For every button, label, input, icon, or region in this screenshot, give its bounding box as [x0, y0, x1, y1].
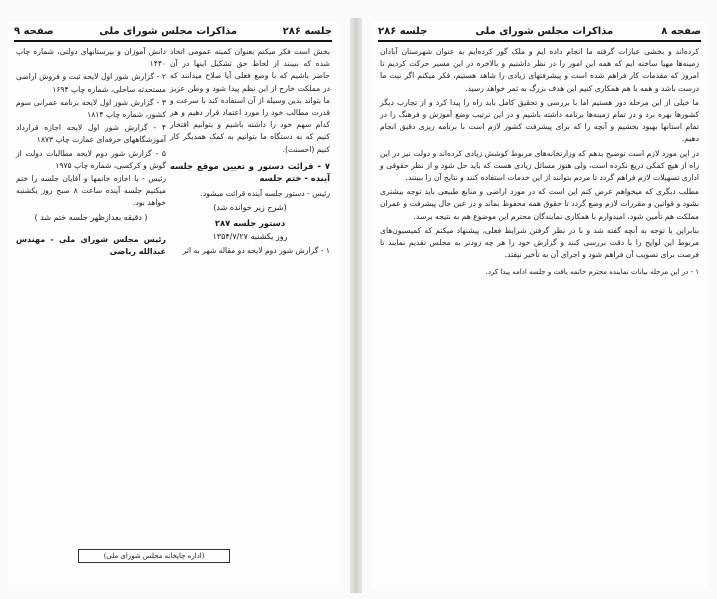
- agenda-list-item: ۳ - گزارش شور اول لایحه برنامه عمرانی سوم کشور، شماره چاپ ۱۸۱۴: [16, 97, 166, 120]
- left-page-left-column: [16, 46, 166, 266]
- closing-note: ( دقیقه بعدازظهر جلسه ختم شد ): [34, 212, 148, 222]
- agenda-list-item: ۲ - گزارش شور اول لایحه ثبت و فروش اراضی مستحدثه ساحلی، شماره چاپ ۱۶۹۴: [16, 72, 166, 94]
- print-office-box: (اداره چاپخانه مجلس شورای ملی): [78, 549, 230, 563]
- right-page-title: مذاکرات مجلس شورای ملی: [475, 25, 614, 37]
- agenda-list-item: دانش آموزان و بیرستانهای دولتی، شماره چاپ ۱۴۴۰: [16, 47, 166, 69]
- agenda-heading: دستور جلسه ۲۸۷: [214, 217, 286, 228]
- right-page-body: [380, 46, 699, 582]
- right-page: [372, 22, 707, 590]
- right-page-session: جلسه ۲۸۶: [378, 25, 428, 37]
- left-paragraph-1: بخش است فکر میکنم بعنوان کمیته عمومی اتخاذ شده که ببینند از لحاظ حق تشکیل اینها در آن حاضر باشیم که با وضع فعلی آیا صلاح میدانند که در مملکت خارج از این نظم پیدا شود و وطن عزیز ما بتواند بدین وسیله از آن استفاده کند با سرعت و قدرت مطالب خود را مورد اعتماد قرار دهیم و هر کدام سهم خود را داشته باشیم و بتوانیم افتخار کنیم که به دستگاه ما بتوانیم به کمک همدیگر کار کنیم (احسنت).: [170, 47, 330, 154]
- right-paragraph: در این مورد لازم است توضیح بدهم که وزارتخانه‌های مربوط کوشش زیادی کرده‌اند و دولت نیز در این راه از هیچ کمکی دریغ نکرده است، ولی هنوز مسائل زیادی هست که باید حل شود و از نظر حقوقی و اداری تسهیلات لازم فراهم گردد تا مردم بتوانند از این خدمات استفاده کنند و نتایج آن را ببینند.: [380, 148, 699, 183]
- left-page-right-column: [170, 46, 330, 259]
- section-heading-agenda: ۷ - قرائت دستور و تعیین موقع جلسه آینده - ختم جلسه: [170, 160, 330, 184]
- left-page-number: صفحه ۹: [14, 25, 54, 37]
- right-paragraph: بنابراین با توجه به آنچه گفته شد و با در نظر گرفتن شرایط فعلی، پیشنهاد میکنم که کمیسیون‌های مربوط این لوایح را با دقت بررسی کنند و گزارش خود را هر چه زودتر به مجلس تقدیم نمایند تا فرصت برای تصویب آن فراهم شود و اجرای آن به تأخیر نیفتد.: [380, 225, 699, 260]
- chair-statement: رئیس - دستور جلسه آینده قرائت میشود.: [200, 189, 330, 199]
- left-page-session: جلسه ۲۸۶: [282, 25, 332, 37]
- right-paragraph: ما خیلی از این مرحله دور هستیم اما با بررسی و تحقیق کامل باید راه را پیدا کرد و از تجارب دیگر کشورها بهره برد و در تمام زمینه‌ها برنامه داشته باشیم و در این ترتیب وضع آموزش و فرهنگ را در تمام استانها بهبود بخشیم و آنچه را که برای پیشرفت کشور لازم است با برنامه ریزی دقیق انجام دهیم.: [380, 97, 699, 144]
- agenda-read-note: (شرح زیر خوانده شد): [213, 203, 287, 213]
- right-paragraph: مطلب دیگری که میخواهم عرض کنم این است که در مورد اراضی و منابع طبیعی باید توجه بیشتری بشود و قوانین و مقررات لازم وضع گردد تا حقوق همه محفوظ بماند و در عین حال پیشرفت و عمران مملکت هم تأمین شود، امیدوارم با همکاری نمایندگان محترم این موضوع هم به نتیجه برسد.: [380, 187, 699, 221]
- left-page: [8, 22, 338, 590]
- left-page-header: [14, 22, 332, 42]
- agenda-item-1: ۱ - گزارش شور دوم لایحه دو مقاله شهر به اثر: [182, 246, 330, 256]
- right-page-footnote: ۱ - در این مرحله بیانات نماینده محترم خاتمه یافت و جلسه ادامه پیدا کرد.: [485, 268, 699, 277]
- right-page-number: صفحه ۸: [661, 25, 701, 37]
- agenda-list-item: ۵ - گزارش شور دوم لایحه مطالبات دولت از گوش و کرکسی، شماره چاپ ۱۹۷۵: [16, 148, 166, 170]
- speaker-signature: رئیس مجلس شورای ملی - مهندس عبدالله ریاضی: [16, 234, 166, 257]
- left-page-body: [16, 46, 330, 582]
- agenda-date: روز یکشنبه ۱۳۵۴/۷/۲۷: [212, 231, 288, 241]
- left-page-title: مذاکرات مجلس شورای ملی: [99, 25, 238, 37]
- right-page-header: [378, 22, 701, 42]
- agenda-list-item: ۴ - گزارش شور اول لایحه اجازه قرارداد آموزشگاههای حرفه‌ای عمارت چاپ ۱۸۷۳: [16, 123, 166, 145]
- page-gutter: [350, 18, 362, 593]
- closing-announcement: رئیس - با اجازه خانمها و آقایان جلسه را ختم میکنیم جلسه آینده ساعت ۸ صبح روز یکشنبه خواهد بود.: [16, 174, 166, 208]
- right-paragraph: کرده‌اند و بخشی عبارات گرفته ما انجام داده ایم و ملک گور کرده‌ایم به عنوان شهرستان آبادان زمینه‌ها مهیا ساخته ایم که همه این امور را در نظر داشتیم و بالاخره در این مسیر حرکت کردیم تا امروز که مقدمات کار فراهم شده است و پیشرفتهای زیادی را شاهد هستیم، فکر میکنم اگر نیت ما درست باشد و همه با هم همکاری کنیم این هدف بزرگ به ثمر خواهد رسید.: [380, 47, 699, 93]
